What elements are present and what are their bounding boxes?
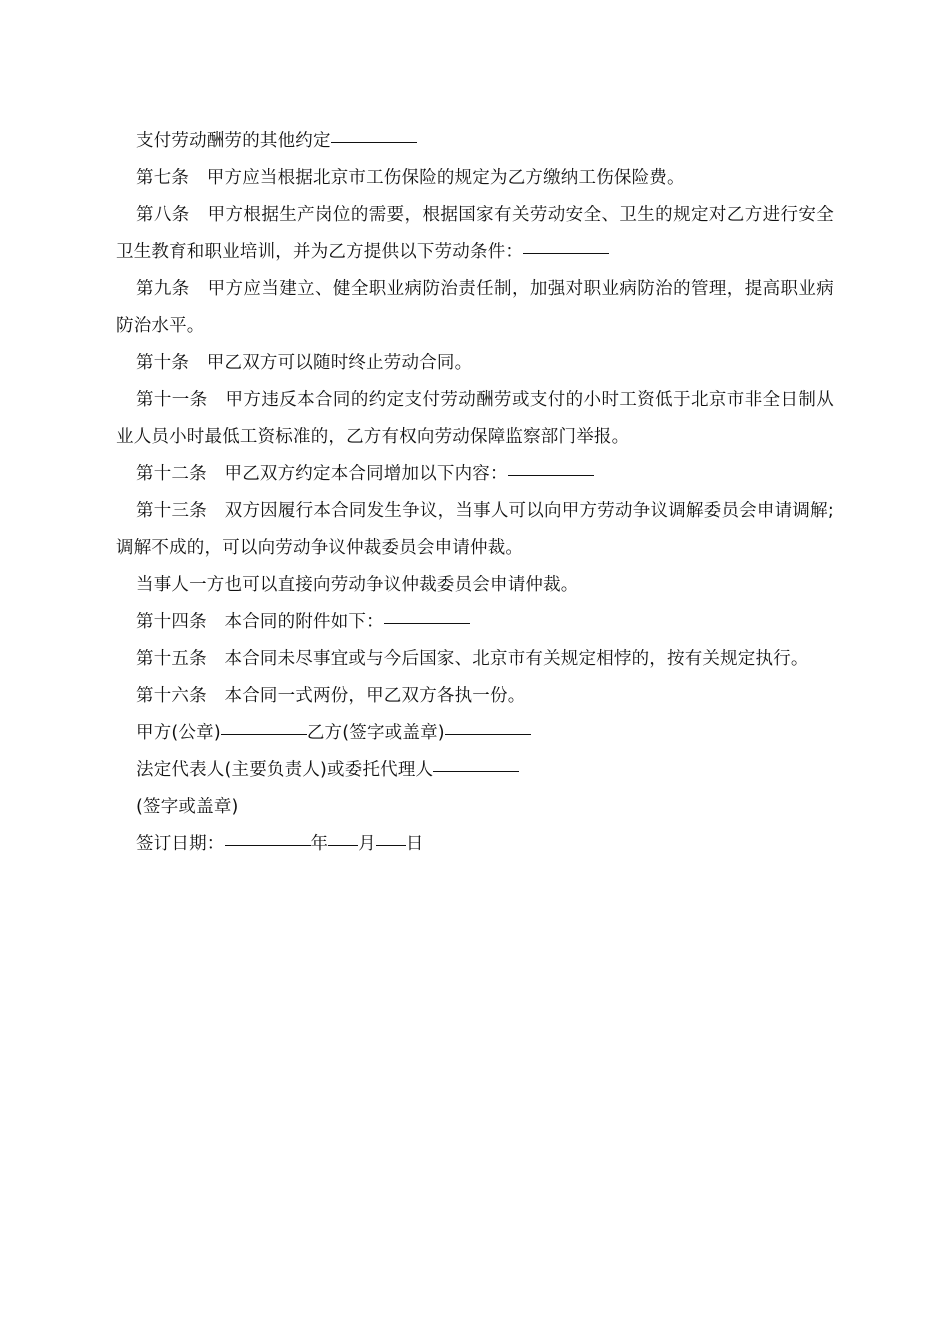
clause-text: 第九条 甲方应当建立、健全职业病防治责任制，加强对职业病防治的管理，提高职业病防治水平。 xyxy=(116,279,834,336)
clause-text: 第十三条 双方因履行本合同发生争议，当事人可以向甲方劳动争议调解委员会申请调解;调解不成的，可以向劳动争议仲裁委员会申请仲裁。 xyxy=(116,501,834,558)
representative-label: 法定代表人(主要负责人)或委托代理人 xyxy=(136,760,434,780)
fill-blank xyxy=(508,474,594,476)
sign-note: (签字或盖章) xyxy=(136,797,239,817)
fill-blank xyxy=(331,141,417,143)
clause-14 xyxy=(116,604,834,641)
signature-parties xyxy=(116,715,834,752)
fill-blank xyxy=(523,252,609,254)
month-label: 月 xyxy=(358,834,376,854)
clause-13-note xyxy=(116,567,834,604)
year-label: 年 xyxy=(310,834,329,854)
day-label: 日 xyxy=(405,834,424,854)
clause-text: 第八条 甲方根据生产岗位的需要，根据国家有关劳动安全、卫生的规定对乙方进行安全卫生教育和职业培训，并为乙方提供以下劳动条件： xyxy=(116,205,834,262)
clause-text: 当事人一方也可以直接向劳动争议仲裁委员会申请仲裁。 xyxy=(136,575,579,595)
month-blank xyxy=(328,844,358,846)
clause-11 xyxy=(116,382,834,456)
clause-text: 第十二条 甲乙双方约定本合同增加以下内容： xyxy=(136,464,508,484)
clause-15 xyxy=(116,641,834,678)
clause-13 xyxy=(116,493,834,567)
clause-7 xyxy=(116,160,834,197)
signature-representative xyxy=(116,752,834,789)
signing-date xyxy=(116,826,834,863)
day-blank xyxy=(376,844,406,846)
clause-other-payment xyxy=(116,123,834,160)
clause-8 xyxy=(116,197,834,271)
party-a-label: 甲方(公章) xyxy=(136,723,221,743)
year-blank xyxy=(225,844,311,846)
party-b-blank xyxy=(445,733,531,735)
party-b-label: 乙方(签字或盖章) xyxy=(306,723,445,743)
clause-text: 第七条 甲方应当根据北京市工伤保险的规定为乙方缴纳工伤保险费。 xyxy=(136,168,685,188)
date-label: 签订日期： xyxy=(136,834,225,854)
clause-9 xyxy=(116,271,834,345)
clause-10 xyxy=(116,345,834,382)
signature-note xyxy=(116,789,834,826)
clause-text: 第十六条 本合同一式两份，甲乙双方各执一份。 xyxy=(136,686,526,706)
clause-text: 第十一条 甲方违反本合同的约定支付劳动酬劳或支付的小时工资低于北京市非全日制从业人员小时最低工资标准的，乙方有权向劳动保障监察部门举报。 xyxy=(116,390,834,447)
clause-text: 支付劳动酬劳的其他约定 xyxy=(136,131,331,151)
clause-text: 第十五条 本合同未尽事宜或与今后国家、北京市有关规定相悖的，按有关规定执行。 xyxy=(136,649,809,669)
party-a-blank xyxy=(221,733,307,735)
clause-text: 第十条 甲乙双方可以随时终止劳动合同。 xyxy=(136,353,473,373)
clause-12 xyxy=(116,456,834,493)
clause-text: 第十四条 本合同的附件如下： xyxy=(136,612,384,632)
clause-16 xyxy=(116,678,834,715)
fill-blank xyxy=(384,622,470,624)
document-page xyxy=(116,123,834,863)
representative-blank xyxy=(433,770,519,772)
